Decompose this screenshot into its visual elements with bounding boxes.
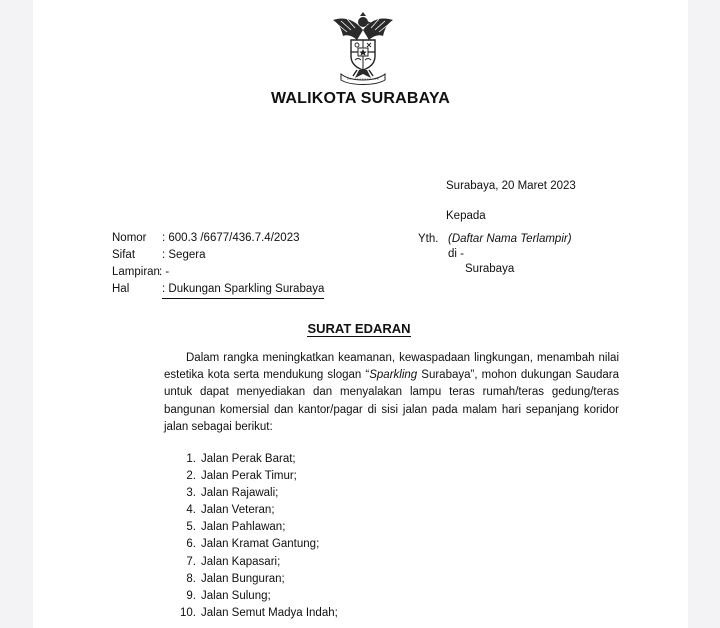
letterhead-title: WALIKOTA SURABAYA xyxy=(270,90,451,107)
body-paragraph xyxy=(164,350,619,436)
street-list xyxy=(174,451,338,622)
garuda-emblem-icon xyxy=(327,10,399,86)
list-item xyxy=(174,605,338,622)
list-item-text: Jalan Veteran; xyxy=(201,504,275,517)
list-item-text: Jalan Kramat Gantung; xyxy=(201,538,320,551)
list-item-text: Jalan Bunguran; xyxy=(201,572,285,585)
list-item xyxy=(174,451,338,468)
sifat-value: : Segera xyxy=(162,249,206,261)
addressee-yth: Yth. xyxy=(418,233,439,245)
list-item-number: 8. xyxy=(186,572,196,585)
list-item-number: 5. xyxy=(186,521,196,534)
nomor-label: Nomor xyxy=(112,232,147,244)
hal-label: Hal xyxy=(112,283,130,295)
list-item xyxy=(174,554,338,571)
list-item-text: Jalan Kapasari; xyxy=(201,555,281,568)
list-item xyxy=(174,571,338,588)
list-item xyxy=(174,519,338,536)
list-item-text: Jalan Semut Madya Indah; xyxy=(201,606,338,619)
list-item-number: 10. xyxy=(180,606,196,619)
list-item xyxy=(174,468,338,485)
addressee-city: Surabaya xyxy=(465,263,515,275)
hal-value: : Dukungan Sparkling Surabaya xyxy=(162,283,324,299)
lampiran-label: Lampiran xyxy=(112,266,160,278)
body-text-2: Surabaya”, mohon dukungan Saudara untuk dapat menyediakan dan menyalakan lampu teras rumah/teras gedung/teras bangunan komersial dan kantor/pagar di sisi jalan pada malam hari sepanjang koridor jalan sebagai berikut: xyxy=(164,369,619,433)
lampiran-value: : - xyxy=(159,266,170,278)
list-item-number: 6. xyxy=(186,538,196,551)
addressee-di: di - xyxy=(448,248,464,260)
list-item-number: 9. xyxy=(186,589,196,602)
list-item-text: Jalan Sulung; xyxy=(201,589,271,602)
body-text-1: Dalam rangka meningkatkan keamanan, kewaspadaan lingkungan, menambah nilai estetika kota serta mendukung slogan “ xyxy=(164,352,619,382)
nomor-value: : 600.3 /6677/436.7.4/2023 xyxy=(162,232,300,244)
list-item-number: 4. xyxy=(186,504,196,517)
list-item-text: Jalan Perak Timur; xyxy=(201,470,297,483)
list-item-text: Jalan Pahlawan; xyxy=(201,521,286,534)
list-item-number: 2. xyxy=(186,470,196,483)
list-item-text: Jalan Rajawali; xyxy=(201,487,279,500)
letter-title-text: SURAT EDARAN xyxy=(307,321,411,336)
letter-title xyxy=(0,321,718,336)
list-item-number: 7. xyxy=(186,555,196,568)
list-item xyxy=(174,588,338,605)
date-line: Surabaya, 20 Maret 2023 xyxy=(446,180,576,192)
list-item xyxy=(174,536,338,553)
addressee-name: (Daftar Nama Terlampir) xyxy=(448,233,572,245)
list-item-number: 1. xyxy=(186,453,196,465)
addressee-kepada: Kepada xyxy=(446,210,486,222)
list-item-text: Jalan Perak Barat; xyxy=(201,453,296,465)
list-item-number: 3. xyxy=(186,487,196,500)
list-item xyxy=(174,485,338,502)
body-text-italic: Sparkling xyxy=(369,369,418,382)
sifat-label: Sifat xyxy=(112,249,136,261)
list-item xyxy=(174,502,338,519)
letter-page xyxy=(33,0,688,628)
